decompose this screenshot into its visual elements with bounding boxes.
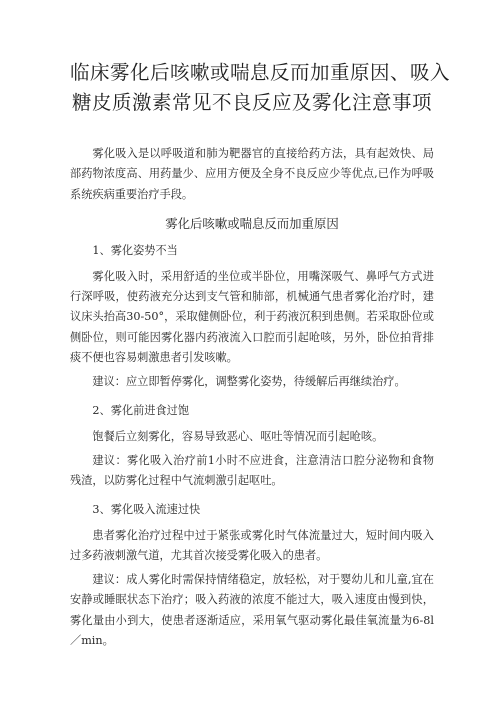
section-heading: 雾化后咳嗽或喘息反而加重原因 [165,215,339,231]
item-1-body: 雾化吸入时，采用舒适的坐位或半卧位，用嘴深吸气、鼻呼气方式进行深呼吸，使药液充分达到支气管和肺部，机械通气患者雾化治疗时，建议床头抬高30-50°，采取健侧卧位，利于药液沉积到患侧。若采取卧位或侧卧位，则可能因雾化器内药液流入口腔而引起呛咳，另外，卧位拍背排痰不便也容易刺激患者引发咳嗽。 [70,269,434,365]
item-2-heading: 2、雾化前进食过饱 [92,403,190,417]
item-2-body: 饱餐后立刻雾化，容易导致恶心、呕吐等情况而引起呛咳。 [92,429,384,443]
title-line-1: 临床雾化后咳嗽或喘息反而加重原因、吸入 [70,61,451,84]
item-2-advice: 建议：雾化吸入治疗前1小时不应进食，注意清洁口腔分泌物和食物残渣，以防雾化过程中气流刺激引起呕吐。 [70,453,434,488]
title-line-2: 糖皮质激素常见不良反应及雾化注意事项 [71,91,432,114]
item-3-body: 患者雾化治疗过程中过于紧张或雾化时气体流量过大，短时间内吸入过多药液刺激气道，尤其首次接受雾化吸入的患者。 [70,528,434,562]
item-3-heading: 3、雾化吸入流速过快 [92,502,201,516]
item-3-advice: 建议：成人雾化时需保持情绪稳定，放轻松，对于婴幼儿和儿童,宜在安静或睡眠状态下治疗；吸入药液的浓度不能过大，吸入速度由慢到快，雾化量由小到大，使患者逐渐适应，采用氧气驱动雾化最佳氧流量为6-8l／min。 [70,573,434,648]
item-1-heading: 1、雾化姿势不当 [92,243,178,257]
intro-paragraph: 雾化吸入是以呼吸道和肺为靶器官的直接给药方法，具有起效快、局部药物浓度高、用药量少、应用方便及全身不良反应少等优点,已作为呼吸系统疾病重要治疗手段。 [70,147,434,201]
item-1-advice: 建议：应立即暂停雾化，调整雾化姿势，待缓解后再继续治疗。 [92,375,406,389]
document-title [70,58,451,118]
